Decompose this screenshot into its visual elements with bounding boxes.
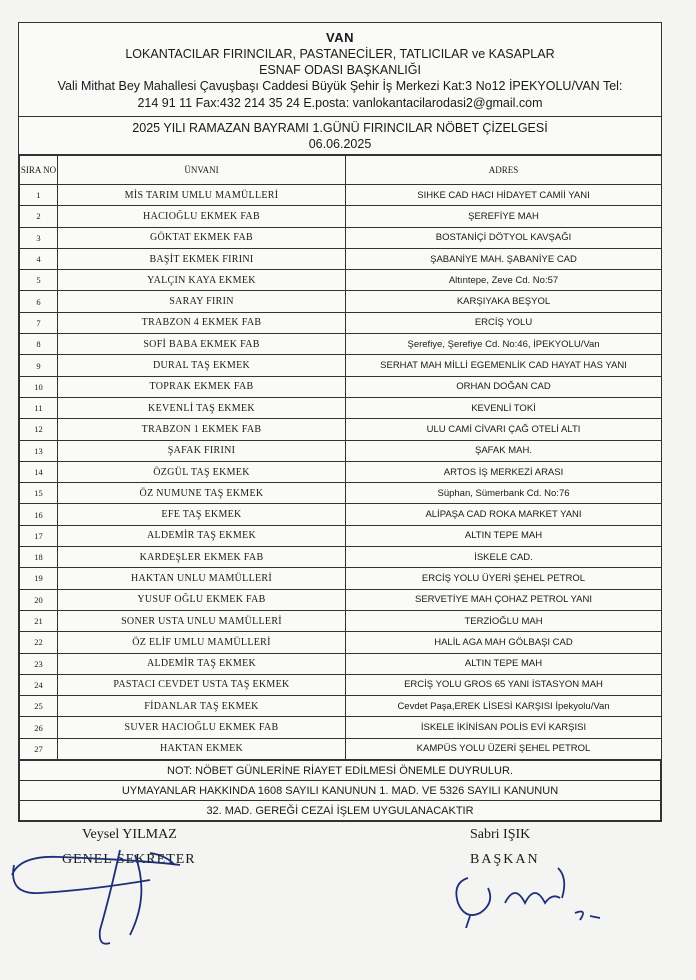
table-body — [20, 185, 662, 760]
table-row — [20, 717, 662, 738]
row-number: 22 — [20, 632, 58, 653]
header-address-line1: Vali Mithat Bey Mahallesi Çavuşbaşı Caddesi Büyük Şehir İş Merkezi Kat:3 No12 İPEKYOLU/VAN Tel: — [57, 79, 623, 93]
row-name: TRABZON 4 EKMEK FAB — [58, 312, 346, 333]
note-line-3: 32. MAD. GEREĞİ CEZAİ İŞLEM UYGULANACAKTIR — [20, 801, 661, 821]
row-name: KARDEŞLER EKMEK FAB — [58, 547, 346, 568]
row-address: ERCİŞ YOLU GROS 65 YANI İSTASYON MAH — [346, 674, 662, 695]
row-address: ERCİŞ YOLU — [346, 312, 662, 333]
row-name: GÖKTAT EKMEK FAB — [58, 227, 346, 248]
row-address: ŞABANİYE MAH. ŞABANİYE CAD — [346, 248, 662, 269]
row-name: ÖZGÜL TAŞ EKMEK — [58, 461, 346, 482]
row-address: ARTOS İŞ MERKEZİ ARASI — [346, 461, 662, 482]
row-name: TOPRAK EKMEK FAB — [58, 376, 346, 397]
row-address: ORHAN DOĞAN CAD — [346, 376, 662, 397]
table-header-row — [20, 156, 662, 185]
row-address: Altıntepe, Zeve Cd. No:57 — [346, 270, 662, 291]
row-number: 11 — [20, 397, 58, 418]
document-sheet — [18, 22, 662, 822]
column-header-no: SIRA NO — [20, 156, 58, 185]
president-title: BAŞKAN — [470, 852, 540, 867]
row-address: Cevdet Paşa,EREK LİSESİ KARŞISI İpekyolu/Van — [346, 696, 662, 717]
row-number: 20 — [20, 589, 58, 610]
row-number: 2 — [20, 206, 58, 227]
row-number: 21 — [20, 610, 58, 631]
row-name: SARAY FIRIN — [58, 291, 346, 312]
table-row — [20, 504, 662, 525]
table-row — [20, 419, 662, 440]
row-address: ERCİŞ YOLU ÜYERİ ŞEHEL PETROL — [346, 568, 662, 589]
row-address: İSKELE CAD. — [346, 547, 662, 568]
row-address: ŞEREFİYE MAH — [346, 206, 662, 227]
row-address: KEVENLİ TOKİ — [346, 397, 662, 418]
table-row — [20, 525, 662, 546]
row-name: SOFİ BABA EKMEK FAB — [58, 334, 346, 355]
row-number: 9 — [20, 355, 58, 376]
row-name: MİS TARIM UMLU MAMÜLLERİ — [58, 185, 346, 206]
row-address: ULU CAMİ CİVARI ÇAĞ OTELİ ALTI — [346, 419, 662, 440]
row-name: ALDEMİR TAŞ EKMEK — [58, 525, 346, 546]
row-name: ÖZ ELİF UMLU MAMÜLLERİ — [58, 632, 346, 653]
row-number: 25 — [20, 696, 58, 717]
row-number: 24 — [20, 674, 58, 695]
header-org-line2: ESNAF ODASI BAŞKANLIĞI — [259, 63, 421, 77]
row-number: 1 — [20, 185, 58, 206]
row-name: TRABZON 1 EKMEK FAB — [58, 419, 346, 440]
column-header-name: ÜNVANI — [58, 156, 346, 185]
schedule-date: 06.06.2025 — [308, 137, 372, 151]
table-row — [20, 674, 662, 695]
row-name: FİDANLAR TAŞ EKMEK — [58, 696, 346, 717]
row-name: YALÇIN KAYA EKMEK — [58, 270, 346, 291]
row-address: KAMPÜS YOLU ÜZERİ ŞEHEL PETROL — [346, 738, 662, 759]
row-name: ÖZ NUMUNE TAŞ EKMEK — [58, 483, 346, 504]
schedule-title-block — [19, 117, 661, 155]
row-number: 10 — [20, 376, 58, 397]
table-row — [20, 291, 662, 312]
table-row — [20, 589, 662, 610]
row-number: 13 — [20, 440, 58, 461]
row-address: BOSTANİÇİ DÖTYOL KAVŞAĞI — [346, 227, 662, 248]
president-name: Sabri IŞIK — [470, 827, 531, 842]
row-name: HAKTAN UNLU MAMÜLLERİ — [58, 568, 346, 589]
row-address: Süphan, Sümerbank Cd. No:76 — [346, 483, 662, 504]
notes-table — [19, 760, 661, 821]
row-name: EFE TAŞ EKMEK — [58, 504, 346, 525]
row-name: SONER USTA UNLU MAMÜLLERİ — [58, 610, 346, 631]
row-address: ŞAFAK MAH. — [346, 440, 662, 461]
document-header — [19, 23, 661, 117]
row-name: DURAL TAŞ EKMEK — [58, 355, 346, 376]
row-number: 17 — [20, 525, 58, 546]
header-city: VAN — [326, 30, 354, 45]
row-address: SERHAT MAH MİLLİ EGEMENLİK CAD HAYAT HAS YANI — [346, 355, 662, 376]
row-address: ALTIN TEPE MAH — [346, 525, 662, 546]
table-row — [20, 248, 662, 269]
row-name: KEVENLİ TAŞ EKMEK — [58, 397, 346, 418]
row-number: 3 — [20, 227, 58, 248]
table-row — [20, 632, 662, 653]
table-row — [20, 334, 662, 355]
row-number: 8 — [20, 334, 58, 355]
row-number: 23 — [20, 653, 58, 674]
row-number: 15 — [20, 483, 58, 504]
row-number: 7 — [20, 312, 58, 333]
table-row — [20, 312, 662, 333]
table-row — [20, 568, 662, 589]
table-row — [20, 270, 662, 291]
table-row — [20, 355, 662, 376]
table-row — [20, 227, 662, 248]
row-number: 19 — [20, 568, 58, 589]
president-signature — [440, 858, 620, 938]
header-address-line2: 214 91 11 Fax:432 214 35 24 E.posta: vanlokantacilarodasi2@gmail.com — [137, 96, 543, 110]
table-row — [20, 185, 662, 206]
row-name: SUVER HACIOĞLU EKMEK FAB — [58, 717, 346, 738]
row-address: İSKELE İKİNİSAN POLİS EVİ KARŞISI — [346, 717, 662, 738]
row-number: 12 — [20, 419, 58, 440]
secretary-signature — [0, 835, 260, 955]
row-name: BAŞİT EKMEK FIRINI — [58, 248, 346, 269]
row-address: ALTIN TEPE MAH — [346, 653, 662, 674]
column-header-address: ADRES — [346, 156, 662, 185]
table-row — [20, 738, 662, 759]
row-number: 16 — [20, 504, 58, 525]
bakery-duty-table — [19, 155, 662, 760]
row-number: 5 — [20, 270, 58, 291]
row-address: Şerefiye, Şerefiye Cd. No:46, İPEKYOLU/Van — [346, 334, 662, 355]
header-org-line1: LOKANTACILAR FIRINCILAR, PASTANECİLER, TATLICILAR ve KASAPLAR — [125, 47, 555, 61]
row-number: 26 — [20, 717, 58, 738]
table-row — [20, 206, 662, 227]
schedule-title: 2025 YILI RAMAZAN BAYRAMI 1.GÜNÜ FIRINCILAR NÖBET ÇİZELGESİ — [132, 121, 548, 135]
table-row — [20, 483, 662, 504]
row-number: 6 — [20, 291, 58, 312]
secretary-name: Veysel YILMAZ — [82, 827, 177, 842]
table-row — [20, 376, 662, 397]
row-name: ŞAFAK FIRINI — [58, 440, 346, 461]
row-address: KARŞIYAKA BEŞYOL — [346, 291, 662, 312]
row-number: 27 — [20, 738, 58, 759]
row-address: ALİPAŞA CAD ROKA MARKET YANI — [346, 504, 662, 525]
table-row — [20, 440, 662, 461]
row-address: SIHKE CAD HACI HİDAYET CAMİİ YANI — [346, 185, 662, 206]
row-name: HACIOĞLU EKMEK FAB — [58, 206, 346, 227]
row-name: YUSUF OĞLU EKMEK FAB — [58, 589, 346, 610]
row-address: SERVETİYE MAH ÇOHAZ PETROL YANI — [346, 589, 662, 610]
row-name: PASTACI CEVDET USTA TAŞ EKMEK — [58, 674, 346, 695]
row-number: 18 — [20, 547, 58, 568]
secretary-title: GENEL SEKRETER — [62, 852, 196, 867]
row-address: TERZİOĞLU MAH — [346, 610, 662, 631]
note-line-1: NOT: NÖBET GÜNLERİNE RİAYET EDİLMESİ ÖNEMLE DUYRULUR. — [20, 761, 661, 781]
table-row — [20, 461, 662, 482]
table-row — [20, 397, 662, 418]
table-row — [20, 547, 662, 568]
row-number: 14 — [20, 461, 58, 482]
row-number: 4 — [20, 248, 58, 269]
table-row — [20, 610, 662, 631]
row-name: HAKTAN EKMEK — [58, 738, 346, 759]
table-row — [20, 696, 662, 717]
row-address: HALİL AGA MAH GÖLBAŞI CAD — [346, 632, 662, 653]
table-row — [20, 653, 662, 674]
row-name: ALDEMİR TAŞ EKMEK — [58, 653, 346, 674]
note-line-2: UYMAYANLAR HAKKINDA 1608 SAYILI KANUNUN 1. MAD. VE 5326 SAYILI KANUNUN — [20, 781, 661, 801]
